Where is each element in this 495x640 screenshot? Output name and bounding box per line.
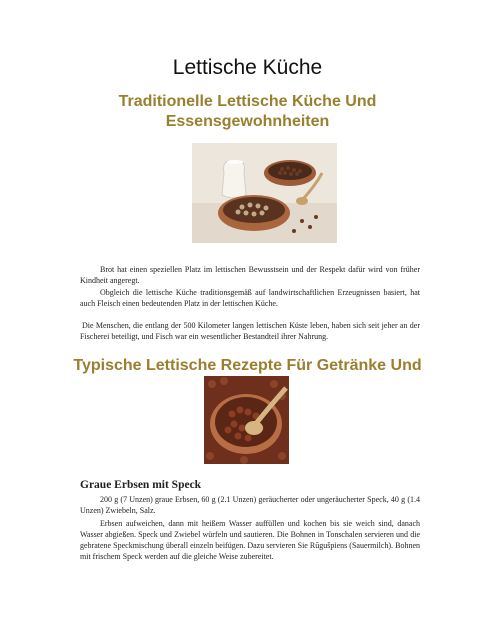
- beans-milk-illustration: [192, 143, 337, 243]
- recipe-instructions: Erbsen aufweichen, dann mit heißem Wasser auffüllen und kochen bis sie weich sind, danach Wasser abgießen. Speck und Zwiebel würfeln und sautieren. Die Bohnen in Tonschalen servieren und die gebratene Speckmischung überall einzeln beifügen. Dazu servieren Sie Rūgušpiens (Sauermilch). Bohnen mit frischem Speck werden auf die gleiche Weise zubereitet.: [80, 519, 420, 561]
- paragraph-fish: Die Menschen, die entlang der 500 Kilometer langen lettischen Küste leben, haben sich seit jeher an der Fischerei beteiligt, und Fisch war ein wesentlicher Bestandteil ihrer Nahrung.: [80, 321, 420, 341]
- page-title: Lettische Küche: [172, 56, 323, 79]
- paragraph-meat: Obgleich die lettische Küche traditionsgemäß auf landwirtschaftlichen Erzeugnissen basiert, hat auch Fleisch einen bedeutenden Platz in der lettischen Küche.: [80, 288, 420, 308]
- beans-bowl-illustration: [204, 376, 289, 464]
- section-heading-traditional: Traditionelle Lettische Küche Und Essensgewohnheiten: [118, 93, 377, 130]
- paragraph-bread: Brot hat einen speziellen Platz im lettischen Bewusstsein und der Respekt dafür wird von früher Kindheit angeregt.: [80, 265, 420, 285]
- section-heading-recipes: Typische Lettische Rezepte Für Getränke Und: [73, 357, 422, 374]
- beans-bowl-photo: [204, 376, 289, 464]
- beans-milk-photo: [192, 143, 337, 243]
- recipe-title: Graue Erbsen mit Speck: [80, 479, 202, 491]
- recipe-ingredients: 200 g (7 Unzen) graue Erbsen, 60 g (2.1 Unzen) geräucherter oder ungeräucherter Speck, 40 g (1.4 Unzen) Zwiebeln, Salz.: [80, 495, 420, 515]
